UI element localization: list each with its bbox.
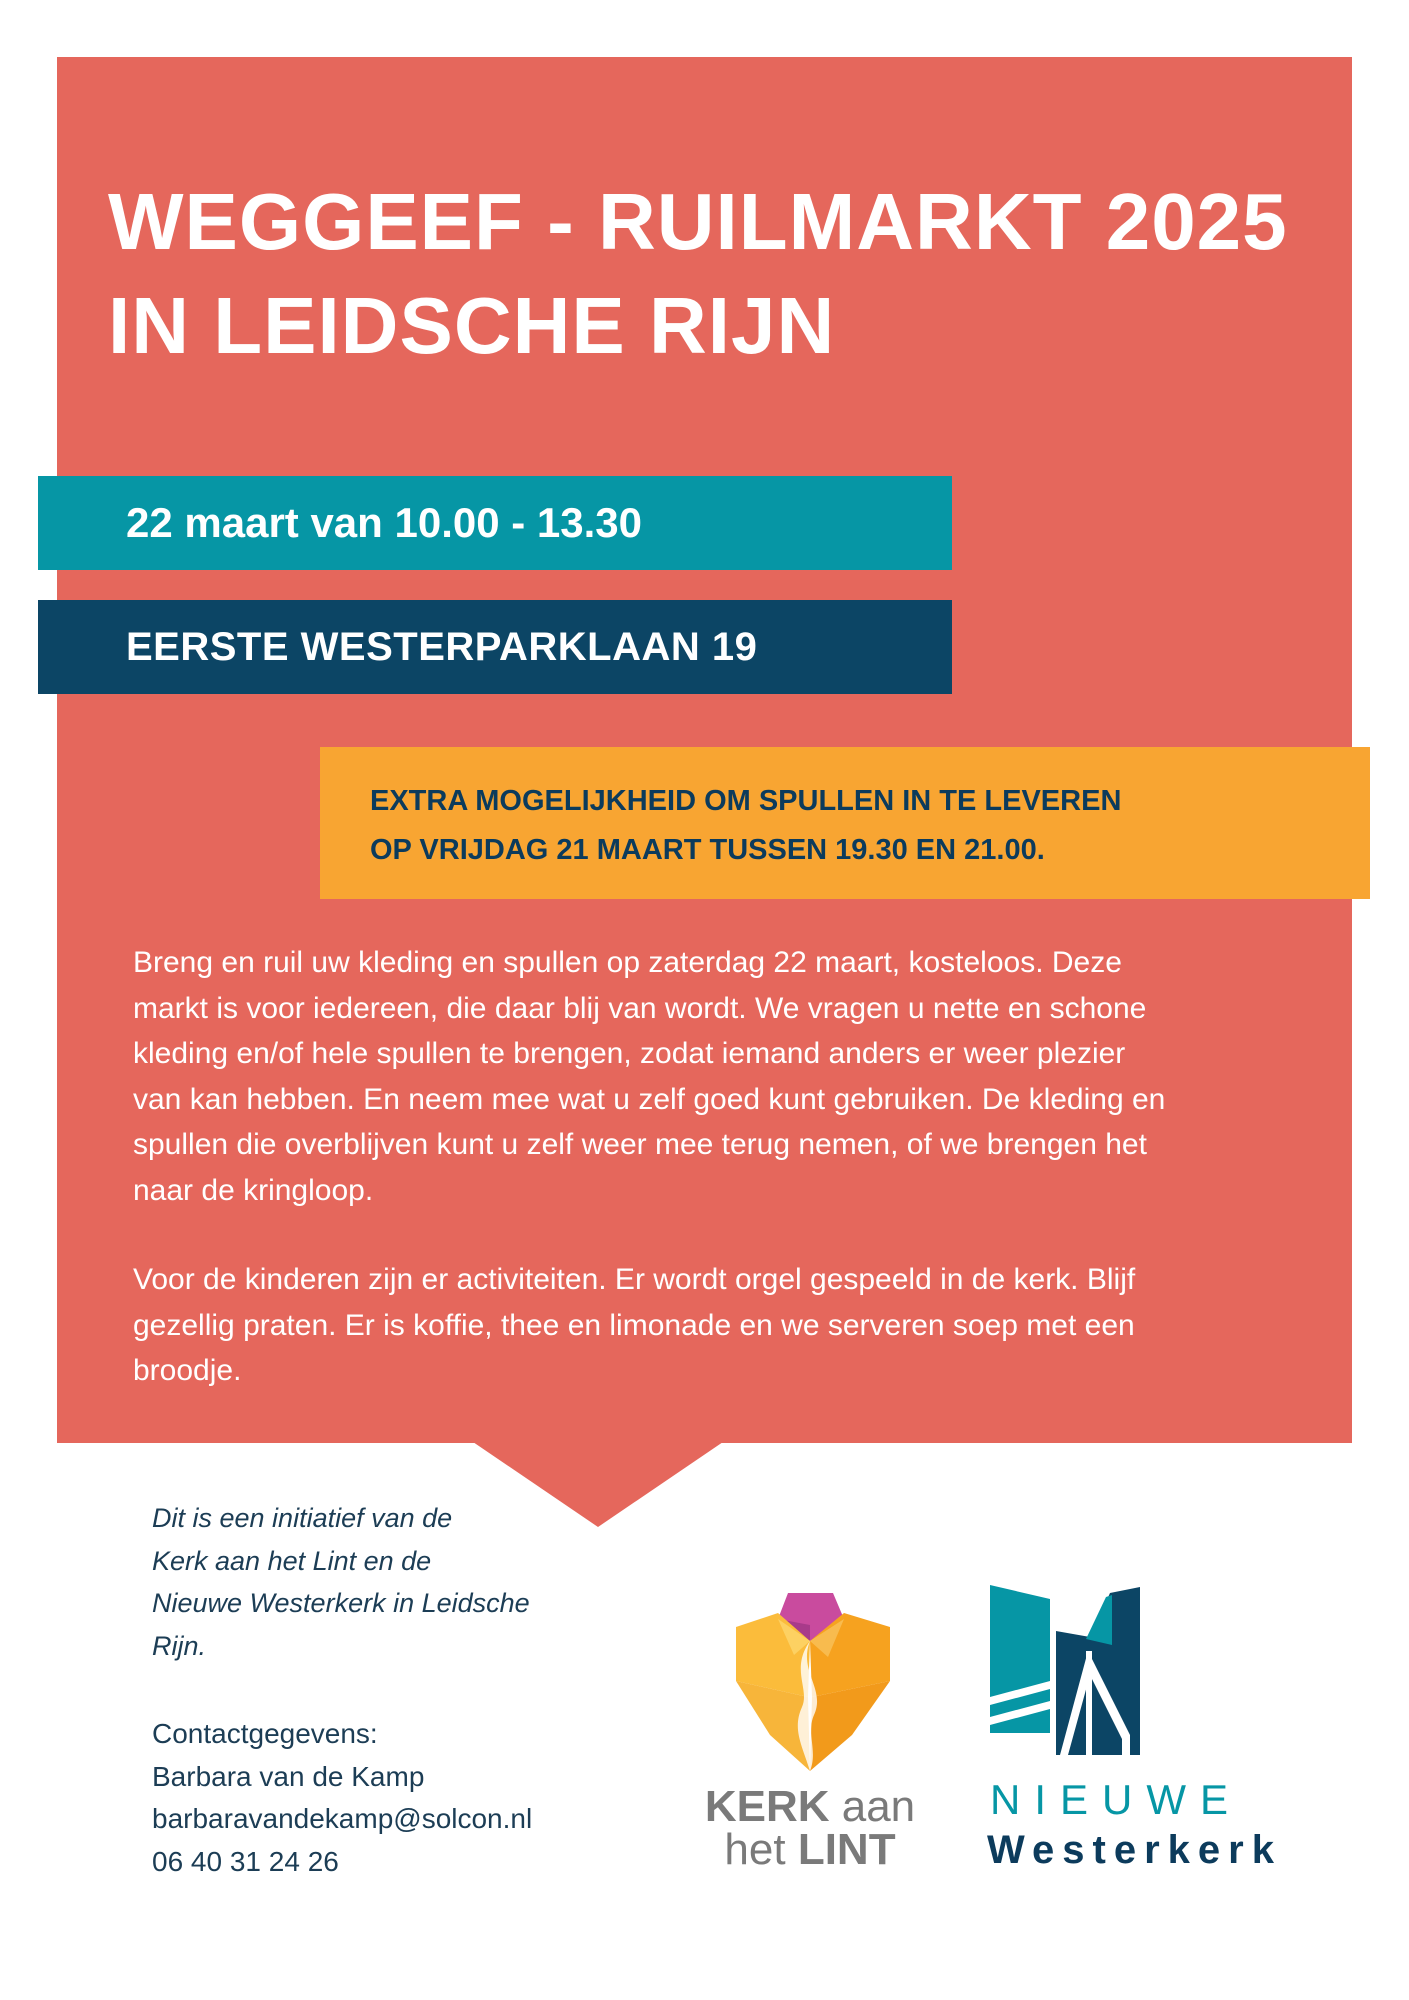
notice-line-2: OP VRIJDAG 21 MAART TUSSEN 19.30 EN 21.00. (370, 834, 1045, 866)
logo-wordmark-line-1: KERK aan (704, 1782, 916, 1831)
date-banner (38, 476, 952, 570)
description-paragraph-2 (133, 1257, 1303, 1394)
title-line-1: WEGGEEF - RUILMARKT 2025 (108, 177, 1288, 266)
description-paragraph-1 (133, 940, 1303, 1213)
nieuwe-westerkerk-logo (980, 1585, 1340, 1875)
text-line: broodje. (133, 1354, 242, 1387)
contact-heading: Contactgegevens: (152, 1718, 378, 1749)
address-text: EERSTE WESTERPARKLAAN 19 (126, 624, 758, 669)
date-time-text: 22 maart van 10.00 - 13.30 (126, 499, 643, 546)
text-line: spullen die overblijven kunt u zelf weer mee terug nemen, of we brengen het (133, 1128, 1147, 1161)
text-line: gezellig praten. Er is koffie, thee en limonade en we serveren soep met een (133, 1308, 1135, 1342)
contact-name: Barbara van de Kamp (152, 1760, 425, 1792)
title-line-2: IN LEIDSCHE RIJN (108, 281, 836, 370)
text-line: Dit is een initiatief van de (152, 1503, 453, 1533)
text-line: Kerk aan het Lint en de (152, 1545, 432, 1576)
logo-wordmark-line-2: Westerkerk (987, 1828, 1282, 1872)
notice-line-1: EXTRA MOGELIJKHEID OM SPULLEN IN TE LEVEREN (370, 785, 1122, 817)
delivery-notice (320, 747, 1370, 899)
text-line: van kan hebben. En neem mee wat u zelf goed kunt gebruiken. De kleding en (133, 1082, 1166, 1116)
contact-email[interactable]: barbaravandekamp@solcon.nl (152, 1803, 533, 1834)
logo-wordmark-line-2: het LINT (724, 1825, 896, 1874)
page-title (108, 170, 1288, 378)
heart-flame-icon (718, 1585, 902, 1775)
contact-info (152, 1713, 532, 1883)
address-banner (38, 600, 952, 694)
text-line: kleding en/of hele spullen te brengen, zodat iemand anders er weer plezier (133, 1037, 1126, 1070)
text-line: Breng en ruil uw kleding en spullen op zaterdag 22 maart, kosteloos. Deze (133, 946, 1122, 979)
text-line: naar de kringloop. (133, 1173, 374, 1207)
contact-phone[interactable]: 06 40 31 24 26 (152, 1845, 339, 1877)
text-line: Rijn. (152, 1630, 207, 1661)
church-building-icon (990, 1585, 1140, 1755)
kerk-aan-het-lint-logo (700, 1585, 920, 1875)
initiative-note (152, 1497, 530, 1667)
text-line: Voor de kinderen zijn er activiteiten. Er wordt orgel gespeeld in de kerk. Blijf (133, 1263, 1136, 1296)
logo-wordmark-line-1: NIEUWE (990, 1776, 1242, 1823)
text-line: markt is voor iedereen, die daar blij van wordt. We vragen u nette en schone (133, 991, 1147, 1025)
text-line: Nieuwe Westerkerk in Leidsche (152, 1588, 530, 1618)
